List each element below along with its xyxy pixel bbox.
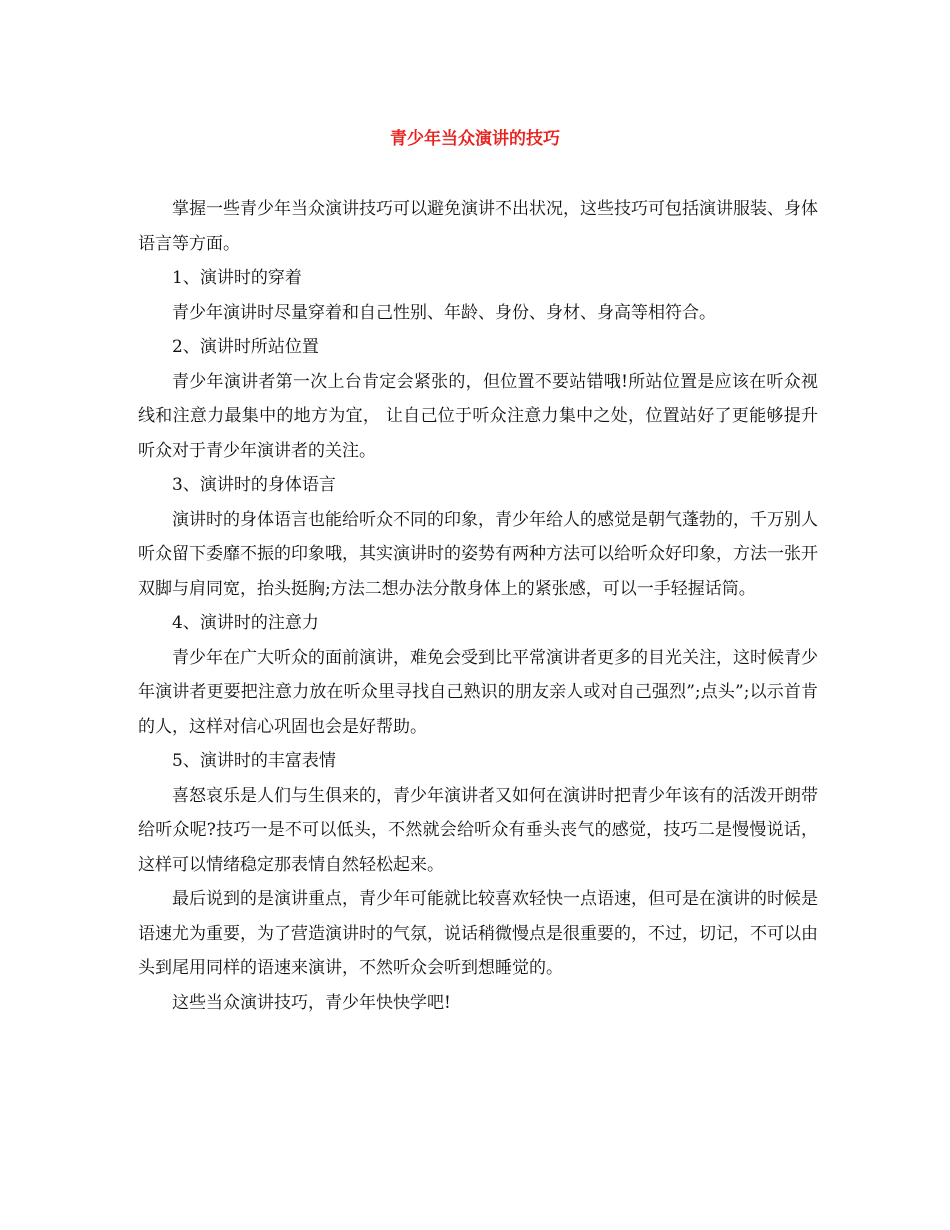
section-heading-position: 2、演讲时所站位置 [172,337,319,357]
paragraph-position: 青少年演讲者第一次上台肯定会紧张的，但位置不要站错哦!所站位置是应该在听众视线和注意力最集中的地方为宜， 让自己位于听众注意力集中之处，位置站好了更能够提升听众对于青少年演讲者的关注。 [138,371,818,461]
section-heading-expressions: 5、演讲时的丰富表情 [172,751,336,771]
section-heading-attention: 4、演讲时的注意力 [172,613,319,633]
paragraph-intro: 掌握一些青少年当众演讲技巧可以避免演讲不出状况，这些技巧可包括演讲服装、身体语言等方面。 [138,199,818,254]
section-heading-body-language: 3、演讲时的身体语言 [172,475,336,495]
paragraph-speech-pace: 最后说到的是演讲重点，青少年可能就比较喜欢轻快一点语速，但可是在演讲的时候是语速尤为重要，为了营造演讲时的气氛，说话稍微慢点是很重要的，不过，切记，不可以由头到尾用同样的语速来演讲，不然听众会听到想睡觉的。 [138,889,818,978]
document-body [138,192,818,1020]
paragraph-closing: 这些当众演讲技巧，青少年快快学吧! [172,992,451,1013]
document-title: 青少年当众演讲的技巧 [390,129,560,149]
paragraph-body-language: 演讲时的身体语言也能给听众不同的印象，青少年给人的感觉是朝气蓬勃的，千万别人听众留下委靡不振的印象哦，其实演讲时的姿势有两种方法可以给听众好印象，方法一张开双脚与肩同宽，抬头挺胸;方法二想办法分散身体上的紧张感，可以一手轻握话筒。 [138,509,818,599]
section-heading-attire: 1、演讲时的穿着 [172,268,302,288]
paragraph-attention: 青少年在广大听众的面前演讲，难免会受到比平常演讲者更多的目光关注，这时候青少年演讲者更要把注意力放在听众里寻找自己熟识的朋友亲人或对自己强烈”;点头”;以示首肯的人，这样对信心巩固也会是好帮助。 [138,647,818,737]
paragraph-expressions: 喜怒哀乐是人们与生俱来的，青少年演讲者又如何在演讲时把青少年该有的活泼开朗带给听众呢?技巧一是不可以低头，不然就会给听众有垂头丧气的感觉，技巧二是慢慢说话，这样可以情绪稳定那表情自然轻松起来。 [138,785,818,875]
paragraph-attire: 青少年演讲时尽量穿着和自己性别、年龄、身份、身材、身高等相符合。 [172,302,716,323]
